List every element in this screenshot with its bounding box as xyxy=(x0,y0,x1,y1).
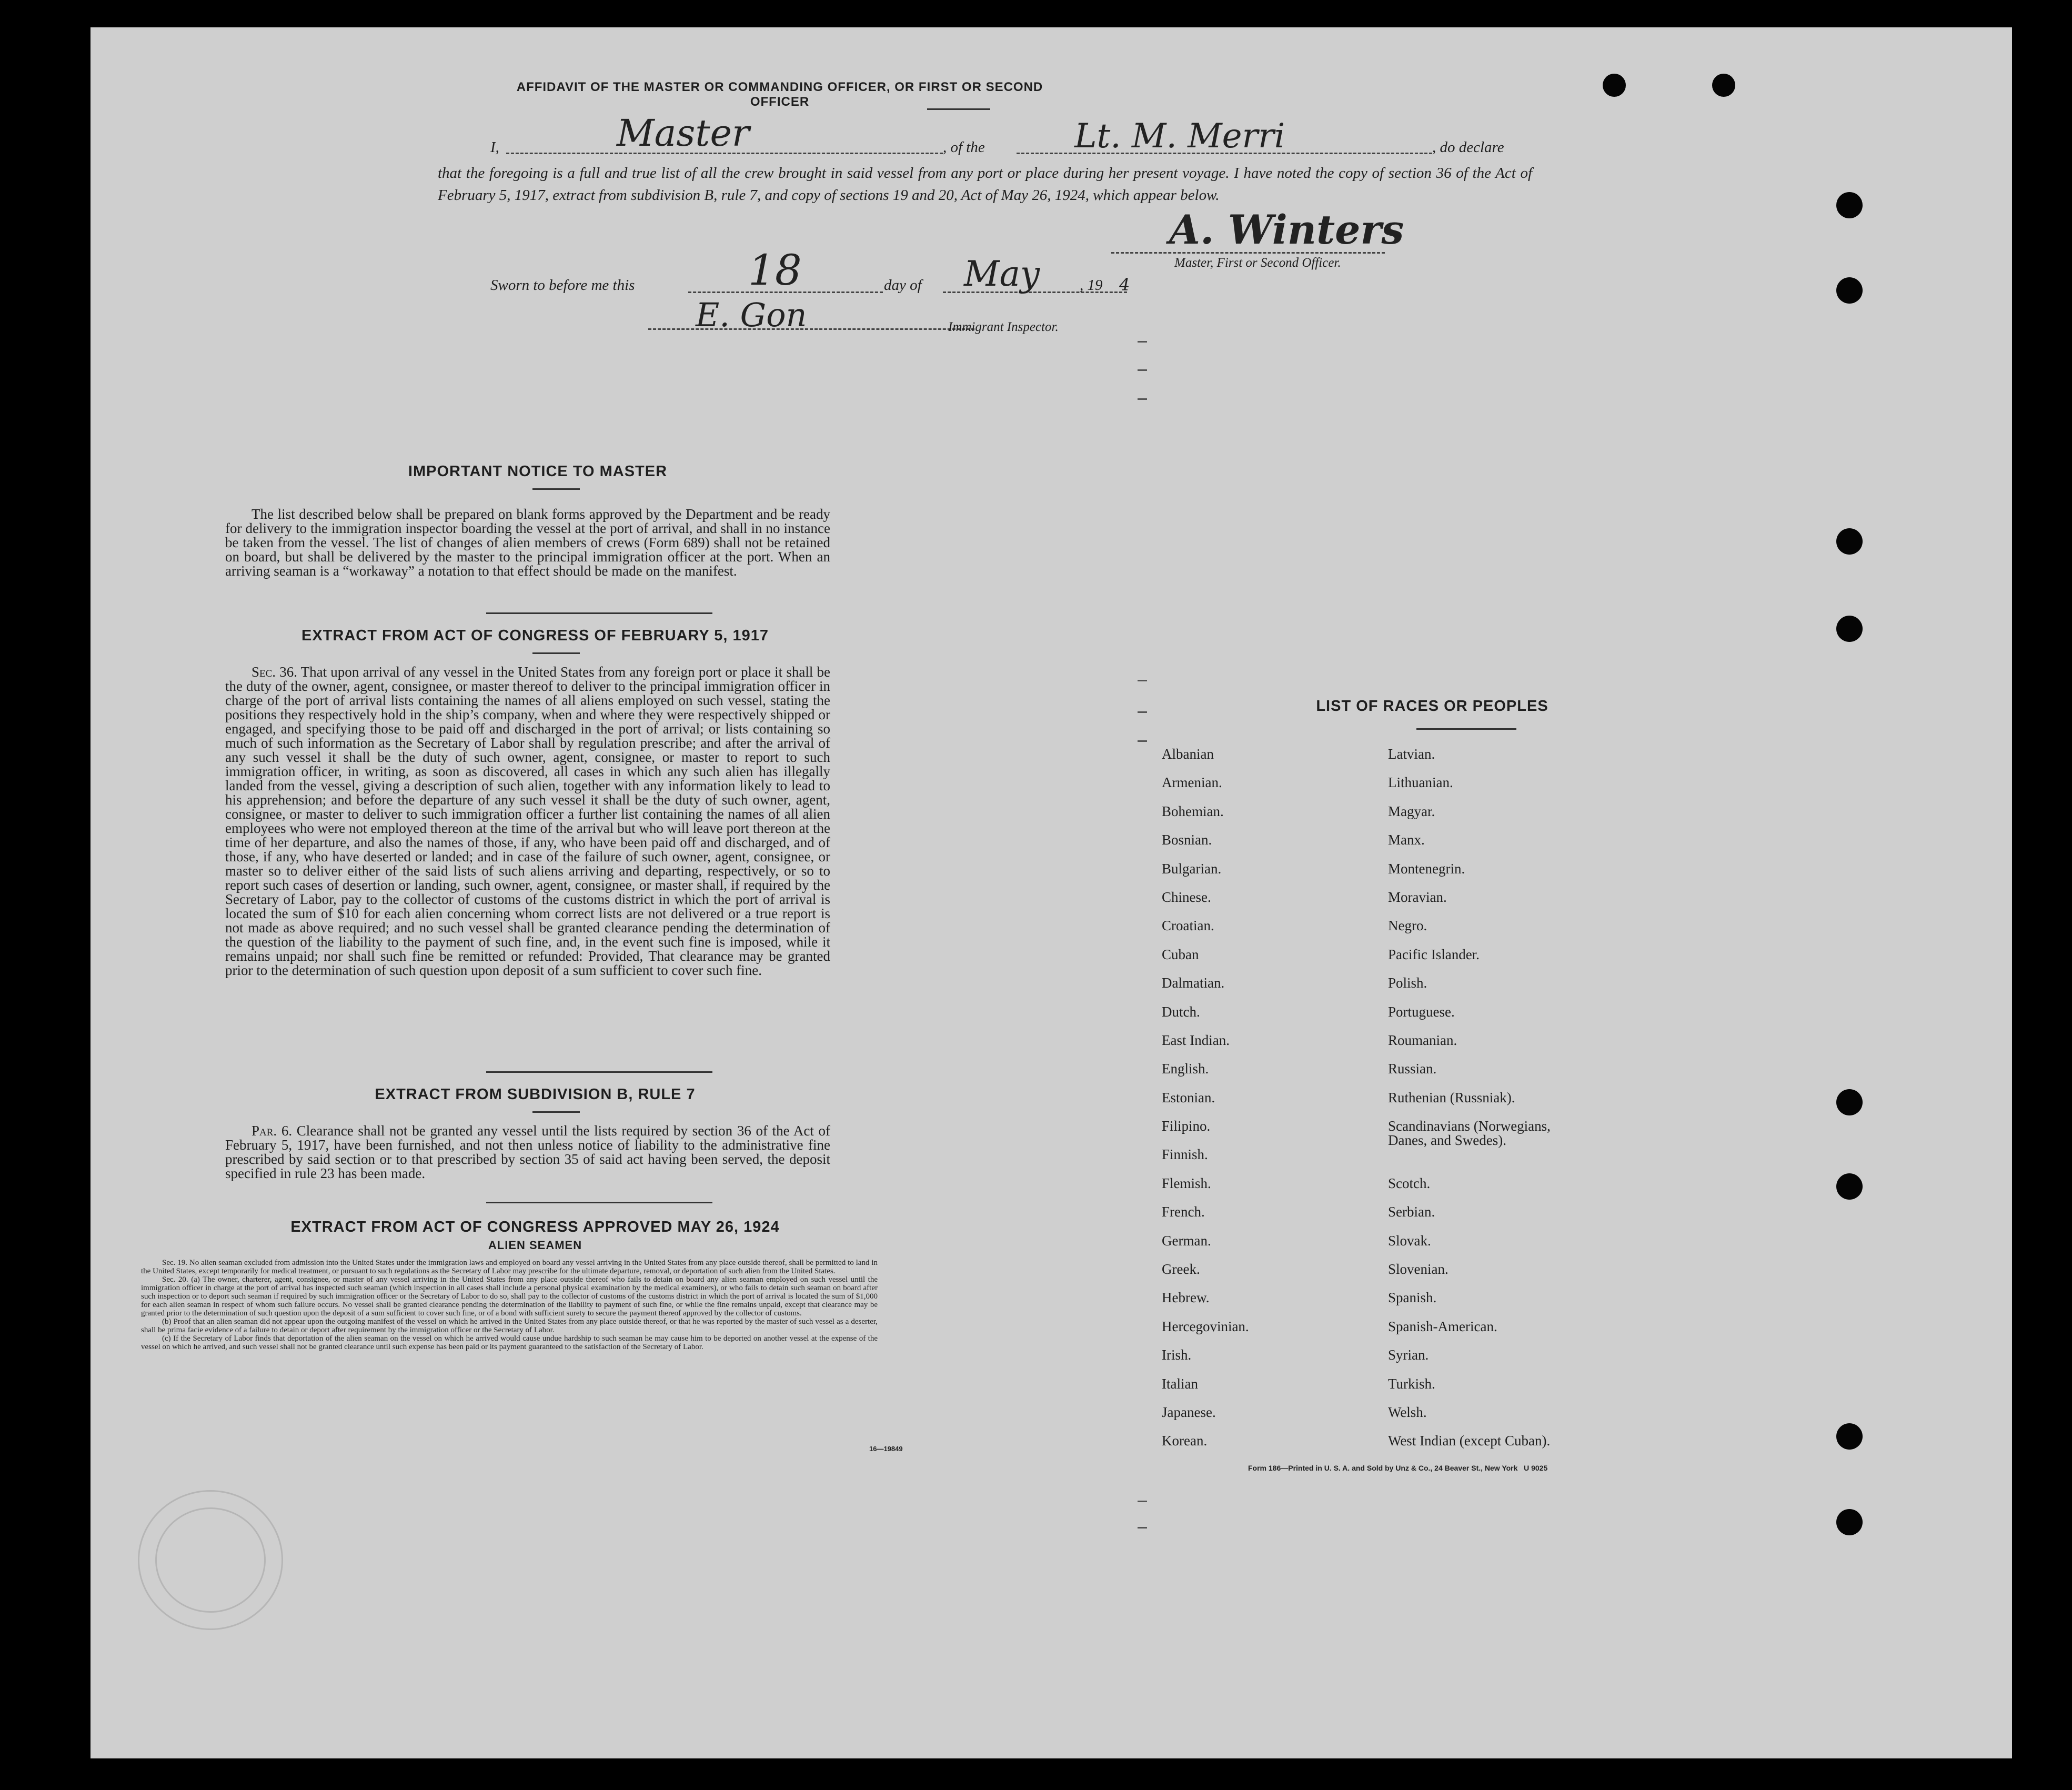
paragraph-6-label: Par. 6. xyxy=(252,1123,293,1139)
affidavit-i: I, xyxy=(490,139,499,156)
race-item: Hercegovinian. xyxy=(1162,1318,1249,1334)
race-item: Armenian. xyxy=(1162,775,1222,791)
extract-1917-rule xyxy=(532,652,580,654)
notice-divider xyxy=(486,612,712,614)
race-item: Scotch. xyxy=(1388,1175,1431,1191)
race-item: Irish. xyxy=(1162,1347,1192,1363)
affidavit-title: AFFIDAVIT OF THE MASTER OR COMMANDING OFFICER, OR FIRST OR SECOND OFFICER xyxy=(516,80,1043,109)
extract-1917-divider xyxy=(486,1071,712,1073)
title-rule xyxy=(927,108,990,110)
notice-rule xyxy=(532,488,580,490)
race-item: Russian. xyxy=(1388,1061,1437,1077)
races-left-column xyxy=(1162,747,1383,1463)
section-36-label: Sec. 36. xyxy=(252,664,297,680)
subdivision-rule xyxy=(532,1111,580,1113)
race-item: Dutch. xyxy=(1162,1003,1200,1020)
race-item: Turkish. xyxy=(1388,1375,1435,1392)
race-item: Spanish-American. xyxy=(1388,1318,1497,1334)
race-item: Japanese. xyxy=(1162,1404,1216,1420)
race-item: Polish. xyxy=(1388,975,1427,991)
margin-tick xyxy=(1138,341,1147,343)
year-handwritten: 4 xyxy=(1119,275,1130,295)
race-item: English. xyxy=(1162,1061,1209,1077)
race-item: Chinese. xyxy=(1162,889,1211,905)
race-item: West Indian (except Cuban). xyxy=(1388,1433,1551,1449)
day-handwritten: 18 xyxy=(748,246,802,295)
race-item: Moravian. xyxy=(1388,889,1447,905)
races-right-column xyxy=(1388,747,1683,1463)
section-20c-text: (c) If the Secretary of Labor finds that deportation of the alien seaman on the vessel on which he arrived would cause undue hardship to such seaman he may cause him to be deported on another vessel at the expense of the vessel on which he arrived, and such vessel shall not be granted clearance until such expense has been paid or its payment guaranteed to the satisfaction of the Secretary of Labor. xyxy=(141,1334,878,1351)
section-19-text: Sec. 19. No alien seaman excluded from admission into the United States under the immigration laws and employed on board any vessel arriving in the United States from any place outside thereof, shall be permitted to land in the United States, except temporarily for medical treatment, or pursuant to such regulations as the Secretary of Labor may prescribe for the ultimate departure, removal, or deportation of such alien from the United States. xyxy=(141,1259,878,1275)
race-item: Bohemian. xyxy=(1162,803,1224,819)
race-item: Spanish. xyxy=(1388,1290,1437,1306)
race-item: Ruthenian (Russniak). xyxy=(1388,1089,1515,1105)
race-item: Latvian. xyxy=(1388,746,1435,762)
margin-tick xyxy=(1138,1527,1147,1528)
margin-tick xyxy=(1138,369,1147,371)
binder-hole xyxy=(1836,1423,1863,1450)
affidavit-text: that the foregoing is a full and true list of all the crew brought in said vessel from any port or place during her present voyage. I have noted the copy of section 36 of the Act of February 5, 1917, extract from subdivision B, rule 7, and copy of sections 19 and 20, Act of May 26, 1924, which appear below. xyxy=(438,165,1532,204)
margin-tick xyxy=(1138,1501,1147,1502)
notice-text: The list described below shall be prepared on blank forms approved by the Department and be ready for delivery to the immigration inspector boarding the vessel at the port of arrival, and shall in no instance be taken from the vessel. The list of changes of alien members of crews (Form 689) shall not be retained on board, but shall be delivered by the master to the principal immigration officer at the port. When an arriving seaman is a “workaway” a notation to that effect should be made on the manifest. xyxy=(225,506,830,579)
race-item: Welsh. xyxy=(1388,1404,1427,1420)
form-code: 16—19849 xyxy=(869,1445,903,1453)
vessel-handwritten: Lt. M. Merri xyxy=(1074,117,1285,156)
race-item: Filipino. xyxy=(1162,1118,1211,1134)
race-item: German. xyxy=(1162,1232,1211,1249)
margin-tick xyxy=(1138,398,1147,400)
paragraph-6-body: Clearance shall not be granted any vessel until the lists required by section 36 of the Act of February 5, 1917, have been furnished, and not then unless notice of liability to the administrative fine prescribed by said section or to that prescribed by section 35 of said act having been served, the deposit specified in rule 23 has been made. xyxy=(225,1123,831,1181)
race-item: Syrian. xyxy=(1388,1347,1429,1363)
race-item: Korean. xyxy=(1162,1433,1208,1449)
binder-hole xyxy=(1836,528,1863,555)
binder-hole xyxy=(1836,277,1863,304)
race-item: Scandinavians (Norwegians, Danes, and Swedes). xyxy=(1388,1118,1551,1149)
race-item: Flemish. xyxy=(1162,1175,1211,1191)
embossed-seal xyxy=(138,1490,283,1630)
section-20b-text: (b) Proof that an alien seaman did not appear upon the outgoing manifest of the vessel on which he arrived in the United States from any place outside thereof, or that he was reported by the master of such vessel as a deserter, shall be prima facie evidence of a failure to detain or deport after requirement by the immigration officer or the Secretary of Labor. xyxy=(141,1318,878,1334)
margin-tick xyxy=(1138,680,1147,681)
binder-hole xyxy=(1836,616,1863,642)
races-title-rule xyxy=(1416,728,1516,730)
race-item: Estonian. xyxy=(1162,1089,1215,1105)
race-item: Slovenian. xyxy=(1388,1261,1449,1278)
year-label: , 19 xyxy=(1080,277,1103,294)
margin-tick xyxy=(1138,740,1147,742)
extract-1924-body xyxy=(141,1259,878,1351)
printer-note: Form 186—Printed in U. S. A. and Sold by Unz & Co., 24 Beaver St., New York U 9025 xyxy=(1248,1464,1548,1472)
race-item: Montenegrin. xyxy=(1388,860,1465,877)
race-item: East Indian. xyxy=(1162,1032,1230,1048)
binder-hole xyxy=(1712,74,1735,97)
race-item: Magyar. xyxy=(1388,803,1435,819)
sworn-label: Sworn to before me this xyxy=(490,277,635,294)
race-item: Greek. xyxy=(1162,1261,1200,1278)
extract-1924-title: EXTRACT FROM ACT OF CONGRESS APPROVED MAY 26, 1924 xyxy=(290,1219,780,1235)
section-20a-text: Sec. 20. (a) The owner, charterer, agent, consignee, or master of any vessel arriving in the United States from any place outside thereof who fails to detain on board any alien seaman employed on such vessel until the immigration officer in charge at the port of arrival has inspected such seaman (which inspection in all cases shall include a personal physical examination by the medical examiners), or who fails to detain such seaman on board after such inspection or to deport such seaman if required by such immigration officer or the Secretary of Labor to do so, shall pay to the collector of customs of the customs district in which the port of arrival is located the sum of $1,000 for each alien seaman in respect of whom such failure occurs. No vessel shall be granted clearance pending the determination of the liability to payment of such fine, or while the fine remains unpaid, except that clearance may be granted prior to the determination of such question upon the deposit of a sum sufficient to cover such fine, or of a bond with sufficient surety to secure the payment thereof approved by the collector of customs. xyxy=(141,1275,878,1318)
subdivision-divider xyxy=(486,1202,712,1203)
races-title: LIST OF RACES OR PEOPLES xyxy=(1316,698,1548,715)
paragraph-6-text xyxy=(225,1124,830,1181)
race-item: Portuguese. xyxy=(1388,1003,1455,1020)
master-handwritten: Master xyxy=(617,112,750,155)
do-declare-label: , do declare xyxy=(1432,139,1504,156)
extract-1917-title: EXTRACT FROM ACT OF CONGRESS OF FEBRUARY 5, 1917 xyxy=(301,627,769,644)
race-item: Finnish. xyxy=(1162,1147,1208,1163)
race-item: Cuban xyxy=(1162,946,1199,962)
race-item: Croatian. xyxy=(1162,918,1214,934)
race-item: Hebrew. xyxy=(1162,1290,1210,1306)
binder-hole xyxy=(1836,1509,1863,1535)
day-of-label: day of xyxy=(884,277,922,294)
of-the-label: , of the xyxy=(943,139,985,156)
binder-hole xyxy=(1836,192,1863,218)
alien-seamen-subtitle: ALIEN SEAMEN xyxy=(488,1239,582,1252)
section-36-text xyxy=(225,665,830,978)
binder-hole xyxy=(1836,1173,1863,1200)
race-item: Lithuanian. xyxy=(1388,775,1453,791)
officer-signature: A. Winters xyxy=(1169,206,1404,253)
race-item: Serbian. xyxy=(1388,1204,1435,1220)
race-item: Roumanian. xyxy=(1388,1032,1457,1048)
race-item: Negro. xyxy=(1388,918,1427,934)
subdivision-title: EXTRACT FROM SUBDIVISION B, RULE 7 xyxy=(375,1086,696,1103)
inspector-caption: Immigrant Inspector. xyxy=(948,320,1059,334)
binder-hole xyxy=(1836,1089,1863,1115)
race-item: Albanian xyxy=(1162,746,1214,762)
race-item: Pacific Islander. xyxy=(1388,946,1480,962)
section-36-body: That upon arrival of any vessel in the United States from any foreign port or place it shall be the duty of the owner, agent, consignee, or master thereof to deliver to the principal immigration officer in charge of the port of arrival lists containing the names of all aliens employed on such vessel, stating the positions they respectively hold in the ship’s company, when and where they were respectively shipped or engaged, and specifying those to be paid off and discharged in the port of arrival; or lists containing so much of such information as the Secretary of Labor shall by regulation prescribe; and after the arrival of any such vessel it shall be the duty of such owner, agent, consignee, or master to report to such immigration officer, in writing, as soon as discovered, all cases in which any such alien has illegally landed from the vessel, giving a description of such alien, together with any information likely to lead to his apprehension; and before the departure of any such vessel it shall be the duty of such owner, agent, consignee, or master to deliver to such immigration officer a further list containing the names of all alien employees who were not employed thereon at the time of the arrival but who will leave port thereon at the time of her departure, and also the names of those, if any, who have been paid off and discharged, and of those, if any, who have deserted or landed; and in case of the failure of such owner, agent, consignee, or master so to deliver either of the said lists of such aliens arriving and departing, respectively, or so to report such cases of desertion or landing, such owner, agent, consignee, or master shall, if required by the Secretary of Labor, pay to the collector of customs of the customs district in which the port of arrival is located the sum of $10 for each alien concerning whom correct lists are not delivered or a true report is not made as above required; and no such vessel shall be granted clearance pending the determination of the question of the liability to the payment of such fine, and, in the event such fine is imposed, while it remains unpaid; nor shall such fine be remitted or refunded: Provided, That clearance may be granted prior to the determination of such question upon deposit of a sum sufficient to cover such fine. xyxy=(225,664,830,978)
embossed-seal-inner xyxy=(155,1507,266,1613)
signature-line xyxy=(1111,251,1385,254)
document-page xyxy=(90,27,2012,1758)
race-item: Bosnian. xyxy=(1162,832,1212,848)
signature-caption: Master, First or Second Officer. xyxy=(1174,256,1341,270)
binder-hole xyxy=(1603,74,1626,97)
race-item: Slovak. xyxy=(1388,1232,1431,1249)
margin-tick xyxy=(1138,711,1147,713)
race-item: French. xyxy=(1162,1204,1205,1220)
inspector-handwritten: E. Gon xyxy=(696,296,807,334)
race-item: Bulgarian. xyxy=(1162,860,1222,877)
race-item: Italian xyxy=(1162,1375,1198,1392)
notice-title: IMPORTANT NOTICE TO MASTER xyxy=(408,463,668,480)
race-item: Manx. xyxy=(1388,832,1425,848)
inspector-line xyxy=(648,327,974,330)
race-item: Dalmatian. xyxy=(1162,975,1225,991)
month-handwritten: May xyxy=(964,254,1040,294)
